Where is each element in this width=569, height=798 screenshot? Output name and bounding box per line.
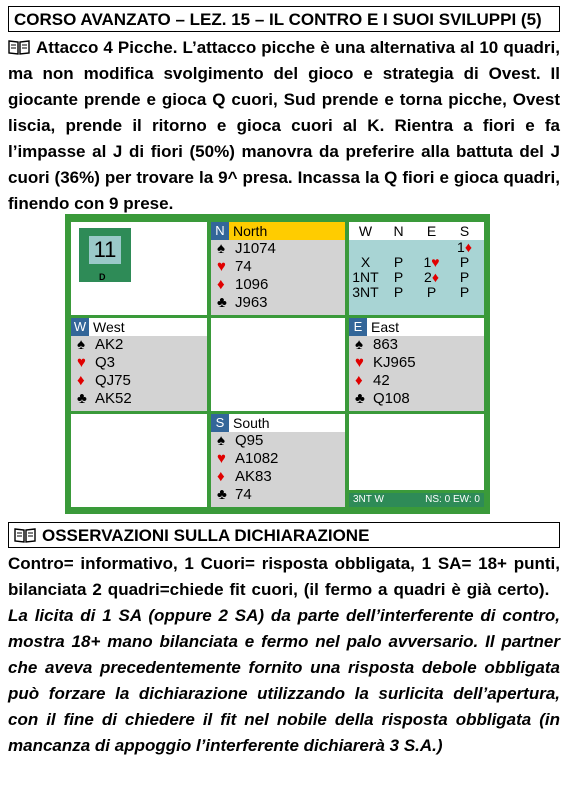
diamond-icon: ♦ [217, 468, 225, 485]
west-diamonds: ♦ QJ75 [77, 372, 131, 389]
result-vulnerability: NS: 0 EW: 0 [425, 494, 480, 505]
west-clubs: ♣ AK52 [77, 390, 132, 407]
east-spades: ♠ 863 [355, 336, 399, 353]
board-marker [79, 228, 131, 282]
bidding-plain-text: Contro= informativo, 1 Cuori= risposta obbligata, 1 SA= 18+ punti, bilanciata 2 quadri=chiede fit cuori, (il fermo a quadri è già certo). [8, 554, 560, 599]
south-hand [211, 414, 345, 507]
table-center [211, 318, 345, 411]
auction-row: 1NT P 2♦ P [352, 269, 470, 285]
east-name: East [371, 319, 400, 335]
north-hand [211, 222, 345, 315]
spade-icon: ♠ [217, 240, 225, 257]
diamond-icon: ♦ [355, 372, 363, 389]
lesson-title [8, 6, 560, 32]
heart-icon: ♥ [355, 354, 364, 371]
bridge-diagram [65, 214, 490, 514]
south-clubs: ♣ 74 [217, 486, 252, 503]
bidding-italic-text: La licita di 1 SA (oppure 2 SA) da parte dell’interferente di contro, mostra 18+ mano bilanciata e fermo nel palo avversario. Il partner che aveva precedentemente fornito una risposta debole obbligata può forzare la dichiarazione utilizzando la surlicita dell’apertura, con il fine di chiedere il fit nel nobile della risposta obbligata (in mancanza di appoggio l’interferente dichiarerà 3 S.A.) [8, 606, 560, 755]
north-seat-badge: N [211, 222, 229, 240]
heart-icon: ♥ [77, 354, 86, 371]
east-seat-badge: E [349, 318, 367, 336]
west-seat-badge: W [71, 318, 89, 336]
east-hearts: ♥ KJ965 [355, 354, 416, 371]
north-spades: ♠ J1074 [217, 240, 276, 257]
south-seat-badge: S [211, 414, 229, 432]
board-dealer: D [99, 272, 106, 282]
north-clubs: ♣ J963 [217, 294, 268, 311]
diamond-icon: ♦ [431, 269, 439, 285]
heart-icon: ♥ [217, 450, 226, 467]
north-header [211, 222, 345, 240]
north-diamonds: ♦ 1096 [217, 276, 269, 293]
north-name: North [233, 223, 268, 239]
intro-text: Attacco 4 Picche. L’attacco picche è una alternativa al 10 quadri, ma non modifica svolgimento del gioco e strategia di Ovest. Il giocante prende e gioca Q cuori, Sud prende e torna picche, Ovest liscia, prende il ritorno e gioca cuori al K. Rientra a fiori e fa l’impasse al J di fiori (50%) manovra da preferire alla battuta del J cuori (36%) per trovare la 9^ presa. Incassa la Q fiori e gioca quadri, finendo con 9 prese. [8, 38, 560, 213]
empty-cell [349, 414, 484, 490]
east-diamonds: ♦ 42 [355, 372, 390, 389]
spade-icon: ♠ [355, 336, 363, 353]
board-cell [71, 222, 207, 315]
south-hearts: ♥ A1082 [217, 450, 279, 467]
section-header [8, 522, 560, 548]
spade-icon: ♠ [217, 432, 225, 449]
board-number: 11 [89, 236, 121, 264]
heart-icon: ♥ [217, 258, 226, 275]
east-hand [349, 318, 484, 411]
open-book-icon [14, 527, 36, 543]
west-hand [71, 318, 207, 411]
club-icon: ♣ [217, 294, 227, 311]
bidding-observations [8, 551, 560, 759]
lesson-title-text: CORSO AVANZATO – LEZ. 15 – IL CONTRO E I SUOI SVILUPPI (5) [14, 10, 542, 29]
auction-table [349, 222, 484, 315]
auction-header: W N E S [349, 222, 484, 240]
auction-row: X P 1♥ P [360, 254, 470, 270]
auction-row: 3NT P P P [352, 284, 470, 300]
diamond-icon: ♦ [464, 239, 472, 255]
south-name: South [233, 415, 270, 431]
west-spades: ♠ AK2 [77, 336, 124, 353]
south-header [211, 414, 345, 432]
result-contract: 3NT W [353, 494, 384, 505]
diamond-icon: ♦ [77, 372, 85, 389]
intro-paragraph [8, 35, 560, 217]
section-title: OSSERVAZIONI SULLA DICHIARAZIONE [42, 526, 370, 545]
result-bar [349, 493, 484, 507]
auction-row: 1♦ [457, 239, 472, 255]
west-name: West [93, 319, 125, 335]
club-icon: ♣ [217, 486, 227, 503]
open-book-icon [8, 39, 30, 55]
empty-cell [71, 414, 207, 507]
west-header [71, 318, 207, 336]
south-spades: ♠ Q95 [217, 432, 264, 449]
south-diamonds: ♦ AK83 [217, 468, 272, 485]
east-clubs: ♣ Q108 [355, 390, 410, 407]
spade-icon: ♠ [77, 336, 85, 353]
club-icon: ♣ [355, 390, 365, 407]
east-header [349, 318, 484, 336]
club-icon: ♣ [77, 390, 87, 407]
west-hearts: ♥ Q3 [77, 354, 116, 371]
heart-icon: ♥ [431, 254, 440, 270]
diamond-icon: ♦ [217, 276, 225, 293]
north-hearts: ♥ 74 [217, 258, 252, 275]
